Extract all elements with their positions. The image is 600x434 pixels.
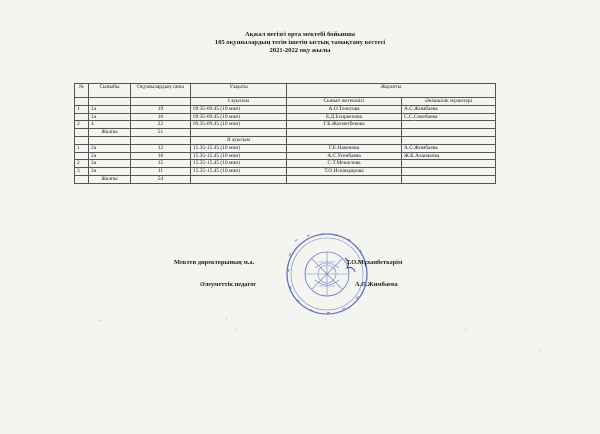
cell-admin: Ж.К.Аханакова — [402, 152, 496, 160]
cell-time: 09.35-09.45 (10 мин) — [191, 105, 287, 113]
cell-class: 3ә — [89, 168, 131, 176]
subheader-shift2: ІІ ауысым — [191, 136, 287, 144]
cell-admin — [402, 160, 496, 168]
cell-no — [75, 113, 89, 121]
cell-no: 2 — [75, 121, 89, 129]
doc-title-line1: Ақжал негізгі орта мектебі бойынша — [244, 31, 356, 38]
cell-time: 15.35-15.45 (10 мин) — [191, 144, 287, 152]
cell-teacher: А.С.Усенбаева — [287, 152, 402, 160]
table-row — [75, 105, 496, 113]
shift2-total-label: Жалпы — [89, 175, 131, 183]
cell-no: 3 — [75, 168, 89, 176]
cell-teacher: Г.Б.Жахметбекова — [287, 121, 402, 129]
table-row — [75, 152, 496, 160]
cell-count: 19 — [131, 105, 191, 113]
cell-teacher: А.О.Толеуова — [287, 105, 402, 113]
cell-admin: С.С.Секебаева — [402, 113, 496, 121]
cell-count: 22 — [131, 121, 191, 129]
table-row — [75, 121, 496, 129]
cell-time: 15.35-15.45 (10 мин) — [191, 152, 287, 160]
cell-class: 3а — [89, 160, 131, 168]
col-header-responsible: Жауапты — [287, 84, 496, 98]
cell-time: 09.35-09.45 (10 мин) — [191, 113, 287, 121]
school-stamp-icon — [285, 232, 369, 316]
cell-count: 16 — [131, 152, 191, 160]
pedagogue-name: А.С.Жимбаева — [355, 281, 398, 288]
subheader-class-teacher: Сынып жетекшісі — [287, 98, 402, 106]
cell-count: 12 — [131, 144, 191, 152]
cell-no: 2 — [75, 160, 89, 168]
cell-class: 1а — [89, 105, 131, 113]
cell-teacher: Т.О.Искандирова — [287, 168, 402, 176]
col-header-number: № — [75, 84, 89, 98]
col-header-class: Сыныбы — [89, 84, 131, 98]
cell-count: 11 — [131, 168, 191, 176]
cell-admin — [402, 121, 496, 129]
shift1-total-label: Жалпы — [89, 129, 131, 137]
meal-schedule-table — [74, 83, 496, 184]
cell-class: 2а — [89, 144, 131, 152]
pedagogue-title: Әлеуметтік педагог — [200, 281, 257, 288]
cell-admin — [402, 168, 496, 176]
table-row — [75, 113, 496, 121]
cell-time: 09.35-09.45 (10 мин) — [191, 121, 287, 129]
cell-count: 15 — [131, 160, 191, 168]
director-name: Т.О.Мұханбеткәрім — [346, 259, 403, 266]
cell-teacher: Г.Е.Накенова — [287, 144, 402, 152]
doc-title-line3: 2021-2022 оқу жылы — [269, 47, 331, 54]
cell-class: 2ә — [89, 152, 131, 160]
table-row — [75, 160, 496, 168]
table-row — [75, 144, 496, 152]
cell-teacher: С.Т.Мешелова — [287, 160, 402, 168]
cell-no: 1 — [75, 144, 89, 152]
cell-time: 15.35-15.45 (10 мин) — [191, 160, 287, 168]
cell-count: 10 — [131, 113, 191, 121]
cell-admin: А.С.Жимбаева — [402, 105, 496, 113]
table-row — [75, 168, 496, 176]
subheader-shift1: І ауысым — [191, 98, 287, 106]
subheader-admin: Әкімшілік мүшелері — [402, 98, 496, 106]
director-title: Мектеп директорының м.а. — [174, 259, 255, 266]
cell-class: 4 — [89, 121, 131, 129]
cell-teacher: Б.Д.Есиркепова — [287, 113, 402, 121]
cell-admin: А.С.Жимбаева — [402, 144, 496, 152]
cell-time: 15.35-15.45 (10 мин) — [191, 168, 287, 176]
cell-class: 1ә — [89, 113, 131, 121]
col-header-time: Уақыты — [191, 84, 287, 98]
cell-no: 1 — [75, 105, 89, 113]
cell-no — [75, 152, 89, 160]
col-header-count: Оқушылардың саны — [131, 84, 191, 98]
shift2-total-count: 54 — [131, 175, 191, 183]
shift1-total-count: 51 — [131, 129, 191, 137]
doc-title-line2: 105 оқушылардың тегін ішетін ыстық тамақтану кестесі — [214, 39, 386, 46]
